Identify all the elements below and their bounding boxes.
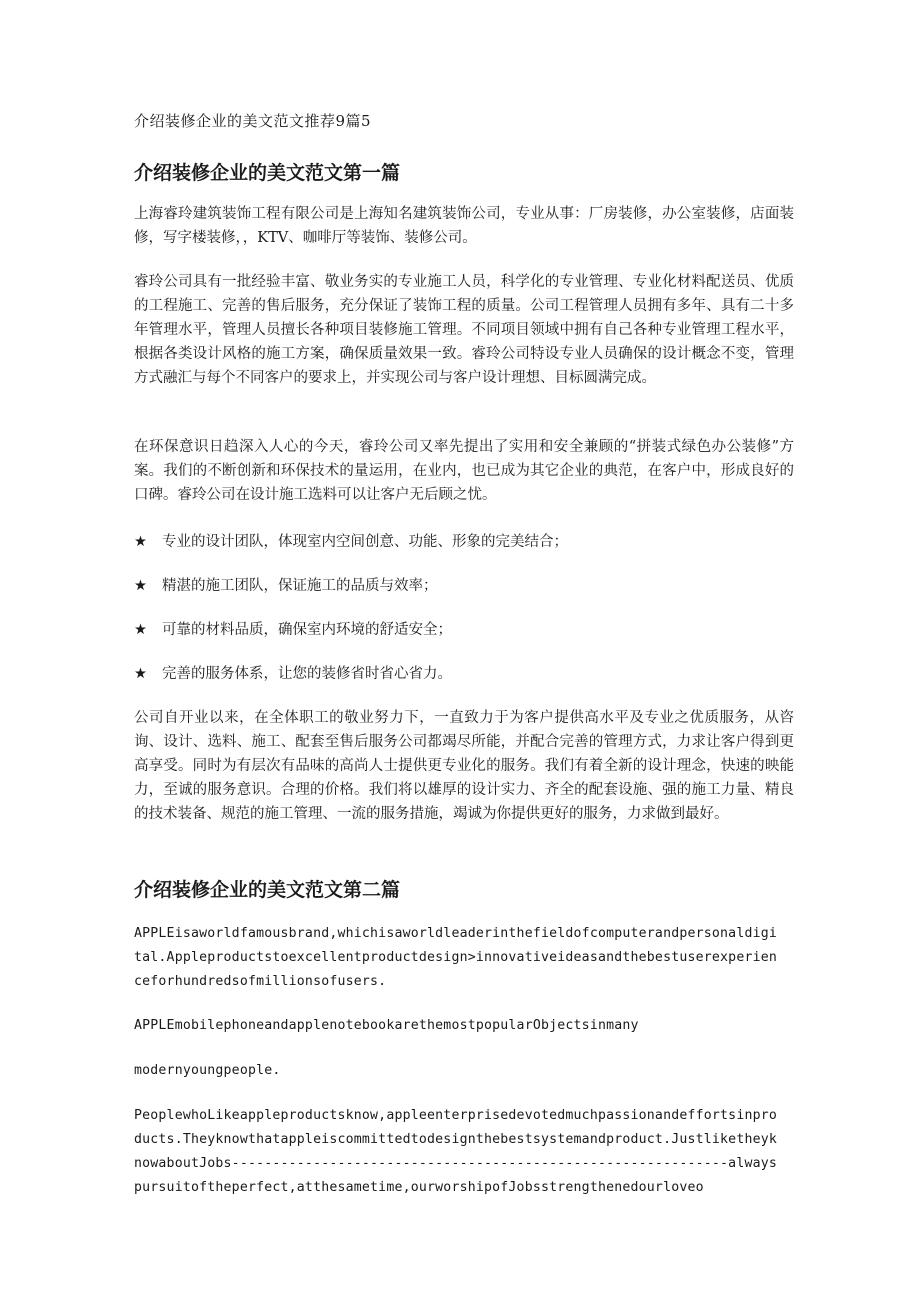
star-icon: ★ bbox=[134, 622, 147, 638]
section2-paragraph-4: PeoplewhoLikeappleproductsknow,appleenterprisedevotedmuchpassionandeffortsinproducts.Theyknowthatappleiscommittedtodesignthebestsystemandproduct.JustliketheyknowaboutJobs-------------------------------------------------------------alwayspursuitoftheperfect,atthesametime,ourworshipofJobsstrengthenedourloveo bbox=[134, 1108, 778, 1195]
document-title: 介绍装修企业的美文范文推荐9篇5 bbox=[134, 112, 372, 130]
star-icon: ★ bbox=[134, 534, 147, 550]
section2-paragraph-1: APPLEisaworldfamousbrand,whichisaworldleaderinthefieldofcomputerandpersonaldigital.Appleproductstoexcellentproductdesign>innovativeideasandthebestuserexperienceforhundredsofmillionsofusers. bbox=[134, 926, 778, 989]
section2-paragraph-3: modernyoungpeople. bbox=[134, 1063, 281, 1078]
star-icon: ★ bbox=[134, 578, 147, 594]
bullet-text: 可靠的材料品质，确保室内环境的舒适安全； bbox=[162, 622, 452, 638]
section1-paragraph-4: 公司自开业以来，在全体职工的敬业努力下，一直致力于为客户提供高水平及专业之优质服务，从咨询、设计、选料、施工、配套至售后服务公司都竭尽所能，并配合完善的管理方式，力求让客户得到更高享受。同时为有层次有品味的高尚人士提供更专业化的服务。我们有着全新的设计理念，快速的映能力，至诚的服务意识。合理的价格。我们将以雄厚的设计实力、齐全的配套设施、强的施工力量、精良的技术装备、规范的施工管理、一流的服务措施，竭诚为你提供更好的服务，力求做到最好。 bbox=[134, 710, 794, 822]
section1-paragraph-2: 睿玲公司具有一批经验丰富、敬业务实的专业施工人员，科学化的专业管理、专业化材料配送员、优质的工程施工、完善的售后服务，充分保证了装饰工程的质量。公司工程管理人员拥有多年、具有二十多年管理水平，管理人员擅长各种项目装修施工管理。不同项目领域中拥有自己各种专业管理工程水平，根据各类设计风格的施工方案，确保质量效果一致。睿玲公司特设专业人员确保的设计概念不变，管理方式融汇与每个不同客户的要求上，并实现公司与客户设计理想、目标圆满完成。 bbox=[134, 274, 794, 386]
star-icon: ★ bbox=[134, 666, 147, 682]
bullet-item bbox=[134, 618, 452, 642]
section2-heading: 介绍装修企业的美文范文第二篇 bbox=[134, 879, 401, 901]
bullet-item bbox=[134, 530, 568, 554]
section1-paragraph-1: 上海睿玲建筑装饰工程有限公司是上海知名建筑装饰公司，专业从事：厂房装修，办公室装修，店面装修，写字楼装修，，KTV、咖啡厅等装饰、装修公司。 bbox=[134, 206, 794, 246]
section1-heading: 介绍装修企业的美文范文第一篇 bbox=[134, 162, 401, 184]
bullet-item bbox=[134, 574, 438, 598]
section1-paragraph-3: 在环保意识日趋深入人心的今天，睿玲公司又率先提出了实用和安全兼顾的“拼装式绿色办公装修”方案。我们的不断创新和环保技术的量运用，在业内，也已成为其它企业的典范，在客户中，形成良好的口碑。睿玲公司在设计施工选料可以让客户无后顾之忧。 bbox=[134, 439, 794, 503]
bullet-text: 专业的设计团队，体现室内空间创意、功能、形象的完美结合； bbox=[162, 534, 568, 550]
bullet-text: 精湛的施工团队，保证施工的品质与效率； bbox=[162, 578, 438, 594]
bullet-item bbox=[134, 662, 452, 686]
bullet-text: 完善的服务体系，让您的装修省时省心省力。 bbox=[162, 666, 452, 682]
section2-paragraph-2: APPLEmobilephoneandapplenotebookarethemostpopularObjectsinmany bbox=[134, 1018, 639, 1033]
